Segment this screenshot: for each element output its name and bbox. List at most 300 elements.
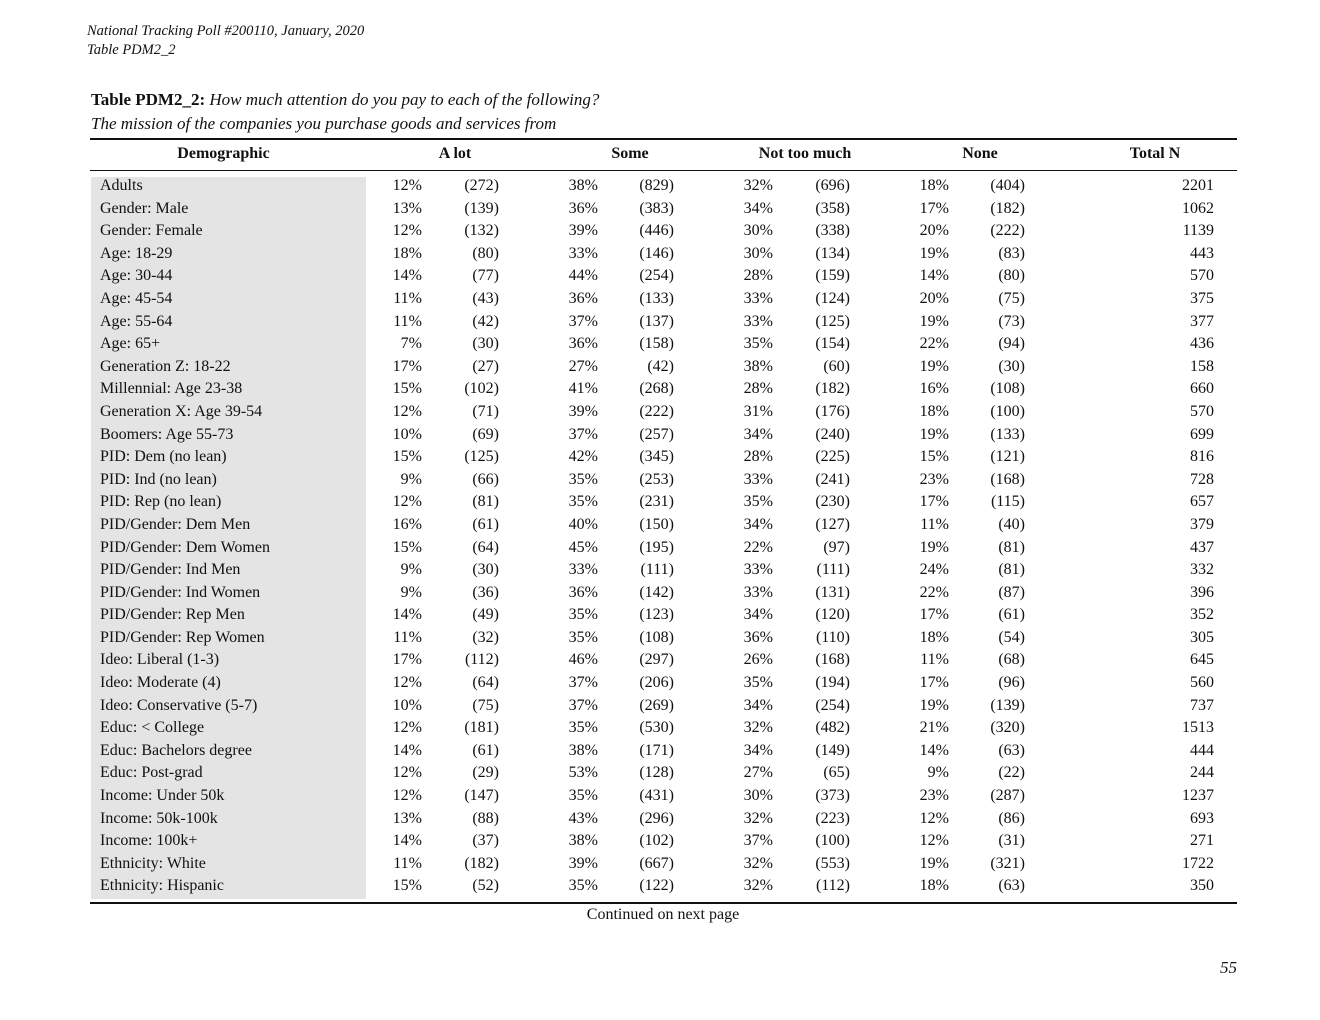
cell-not-too-much-pct: 32% xyxy=(743,177,773,194)
cell-some-pct: 36% xyxy=(568,289,598,307)
cell-none-pct: 23% xyxy=(919,470,949,488)
cell-not-too-much-pct: 30% xyxy=(743,244,773,262)
column-header-demographic: Demographic xyxy=(177,145,270,162)
table-row xyxy=(0,378,1320,401)
row-label: Educ: < College xyxy=(100,719,205,737)
cell-a-lot-n: (61) xyxy=(472,515,499,533)
cell-a-lot-n: (43) xyxy=(472,289,499,307)
column-header-a-lot: A lot xyxy=(438,145,472,162)
row-label: Income: 100k+ xyxy=(100,832,198,850)
cell-some-n: (667) xyxy=(639,854,674,872)
cell-some-n: (146) xyxy=(639,244,674,262)
table-row xyxy=(0,604,1320,627)
table-row xyxy=(0,762,1320,785)
cell-some-n: (383) xyxy=(639,199,674,217)
cell-a-lot-pct: 12% xyxy=(392,493,422,511)
cell-none-pct: 18% xyxy=(919,177,949,194)
cell-some-pct: 39% xyxy=(568,854,598,872)
cell-not-too-much-pct: 35% xyxy=(743,493,773,511)
cell-a-lot-n: (42) xyxy=(472,312,499,330)
cell-none-pct: 15% xyxy=(919,448,949,466)
cell-total-n: 2201 xyxy=(1182,177,1214,194)
cell-some-pct: 37% xyxy=(568,696,598,714)
row-label: Generation X: Age 39-54 xyxy=(100,402,263,420)
cell-not-too-much-pct: 30% xyxy=(743,787,773,805)
cell-some-pct: 36% xyxy=(568,199,598,217)
cell-a-lot-n: (27) xyxy=(472,357,499,375)
table-row xyxy=(0,514,1320,537)
cell-a-lot-pct: 15% xyxy=(392,877,422,895)
cell-none-n: (287) xyxy=(990,787,1025,805)
cell-some-pct: 36% xyxy=(568,335,598,353)
cell-a-lot-pct: 17% xyxy=(392,357,422,375)
row-label: Ideo: Conservative (5-7) xyxy=(100,696,258,714)
cell-none-pct: 23% xyxy=(919,787,949,805)
row-label: Age: 65+ xyxy=(100,335,161,353)
cell-none-n: (22) xyxy=(998,764,1025,782)
cell-none-pct: 19% xyxy=(919,696,949,714)
cell-a-lot-n: (61) xyxy=(472,741,499,759)
cell-not-too-much-pct: 38% xyxy=(743,357,773,375)
cell-none-n: (321) xyxy=(990,854,1025,872)
row-label: PID/Gender: Rep Men xyxy=(100,606,245,624)
row-label: Generation Z: 18-22 xyxy=(100,357,231,375)
cell-some-n: (296) xyxy=(639,809,674,827)
cell-a-lot-pct: 17% xyxy=(392,651,422,669)
cell-a-lot-n: (30) xyxy=(472,335,499,353)
cell-some-n: (269) xyxy=(639,696,674,714)
cell-none-n: (63) xyxy=(998,741,1025,759)
cell-a-lot-pct: 14% xyxy=(392,741,422,759)
cell-not-too-much-pct: 34% xyxy=(743,741,773,759)
cell-a-lot-pct: 12% xyxy=(392,719,422,737)
cell-not-too-much-n: (553) xyxy=(815,854,850,872)
cell-none-n: (320) xyxy=(990,719,1025,737)
cell-not-too-much-pct: 34% xyxy=(743,425,773,443)
cell-a-lot-n: (139) xyxy=(464,199,499,217)
cell-none-n: (31) xyxy=(998,832,1025,850)
cell-a-lot-n: (69) xyxy=(472,425,499,443)
cell-none-pct: 22% xyxy=(919,335,949,353)
cell-some-pct: 35% xyxy=(568,470,598,488)
cell-none-n: (121) xyxy=(990,448,1025,466)
table-row xyxy=(0,333,1320,356)
cell-total-n: 660 xyxy=(1190,380,1214,398)
cell-not-too-much-pct: 37% xyxy=(743,832,773,850)
row-label: PID/Gender: Rep Women xyxy=(100,628,265,646)
cell-total-n: 305 xyxy=(1190,628,1214,646)
row-label: Ethnicity: White xyxy=(100,854,206,872)
cell-total-n: 443 xyxy=(1190,244,1214,262)
table-row xyxy=(0,717,1320,740)
cell-none-pct: 14% xyxy=(919,741,949,759)
cell-total-n: 158 xyxy=(1190,357,1214,375)
cell-not-too-much-n: (65) xyxy=(823,764,850,782)
cell-not-too-much-n: (254) xyxy=(815,696,850,714)
row-label: Ethnicity: Hispanic xyxy=(100,877,224,895)
table-row xyxy=(0,491,1320,514)
cell-some-n: (42) xyxy=(647,357,674,375)
table-row xyxy=(0,265,1320,288)
cell-not-too-much-n: (131) xyxy=(815,583,850,601)
cell-total-n: 377 xyxy=(1190,312,1214,330)
cell-none-pct: 14% xyxy=(919,267,949,285)
table-row xyxy=(0,446,1320,469)
cell-none-n: (168) xyxy=(990,470,1025,488)
cell-a-lot-n: (36) xyxy=(472,583,499,601)
cell-some-n: (108) xyxy=(639,628,674,646)
cell-a-lot-pct: 12% xyxy=(392,787,422,805)
cell-none-n: (100) xyxy=(990,402,1025,420)
cell-none-n: (83) xyxy=(998,244,1025,262)
cell-total-n: 1062 xyxy=(1182,199,1214,217)
cell-total-n: 1513 xyxy=(1182,719,1214,737)
cell-some-pct: 38% xyxy=(568,177,598,194)
table-row xyxy=(0,830,1320,853)
row-label: PID: Dem (no lean) xyxy=(100,448,227,466)
cell-none-pct: 12% xyxy=(919,832,949,850)
row-label: PID/Gender: Ind Women xyxy=(100,583,261,601)
cell-some-n: (111) xyxy=(640,561,674,579)
row-label: Age: 45-54 xyxy=(100,289,173,307)
cell-total-n: 728 xyxy=(1190,470,1214,488)
cell-some-pct: 46% xyxy=(568,651,598,669)
cell-not-too-much-pct: 28% xyxy=(743,267,773,285)
cell-a-lot-pct: 7% xyxy=(400,335,422,353)
cell-a-lot-pct: 9% xyxy=(400,561,422,579)
cell-a-lot-pct: 12% xyxy=(392,674,422,692)
cell-not-too-much-n: (100) xyxy=(815,832,850,850)
cell-a-lot-pct: 15% xyxy=(392,380,422,398)
cell-not-too-much-n: (110) xyxy=(815,628,850,646)
row-label: PID/Gender: Dem Women xyxy=(100,538,270,556)
cell-a-lot-n: (49) xyxy=(472,606,499,624)
cell-not-too-much-n: (60) xyxy=(823,357,850,375)
cell-a-lot-pct: 16% xyxy=(392,515,422,533)
cell-none-pct: 18% xyxy=(919,402,949,420)
cell-not-too-much-pct: 36% xyxy=(743,628,773,646)
table-row xyxy=(0,469,1320,492)
table-row xyxy=(0,537,1320,560)
cell-some-pct: 33% xyxy=(568,244,598,262)
table-row xyxy=(0,582,1320,605)
cell-some-pct: 33% xyxy=(568,561,598,579)
table-header-rule xyxy=(90,170,1237,171)
table-row xyxy=(0,785,1320,808)
cell-some-pct: 35% xyxy=(568,493,598,511)
cell-some-pct: 44% xyxy=(568,267,598,285)
cell-a-lot-n: (181) xyxy=(464,719,499,737)
cell-not-too-much-pct: 22% xyxy=(743,538,773,556)
cell-none-n: (404) xyxy=(990,177,1025,194)
cell-total-n: 332 xyxy=(1190,561,1214,579)
cell-a-lot-n: (32) xyxy=(472,628,499,646)
cell-none-pct: 22% xyxy=(919,583,949,601)
cell-a-lot-pct: 13% xyxy=(392,809,422,827)
cell-not-too-much-pct: 34% xyxy=(743,696,773,714)
cell-not-too-much-pct: 26% xyxy=(743,651,773,669)
cell-total-n: 570 xyxy=(1190,267,1214,285)
cell-a-lot-n: (64) xyxy=(472,538,499,556)
cell-a-lot-n: (29) xyxy=(472,764,499,782)
cell-not-too-much-pct: 28% xyxy=(743,448,773,466)
cell-some-n: (206) xyxy=(639,674,674,692)
cell-none-pct: 17% xyxy=(919,606,949,624)
caption-line-1 xyxy=(91,88,599,112)
table-row xyxy=(0,198,1320,221)
cell-a-lot-pct: 11% xyxy=(393,628,422,646)
cell-a-lot-n: (272) xyxy=(464,177,499,194)
cell-not-too-much-pct: 27% xyxy=(743,764,773,782)
table-row xyxy=(0,875,1320,898)
table-caption xyxy=(91,88,599,136)
cell-a-lot-pct: 14% xyxy=(392,606,422,624)
cell-not-too-much-pct: 33% xyxy=(743,289,773,307)
cell-not-too-much-pct: 32% xyxy=(743,877,773,895)
cell-none-pct: 18% xyxy=(919,877,949,895)
cell-none-n: (68) xyxy=(998,651,1025,669)
cell-none-n: (108) xyxy=(990,380,1025,398)
cell-none-pct: 17% xyxy=(919,674,949,692)
cell-a-lot-n: (77) xyxy=(472,267,499,285)
cell-a-lot-n: (102) xyxy=(464,380,499,398)
row-label: Ideo: Moderate (4) xyxy=(100,674,221,692)
cell-a-lot-n: (71) xyxy=(472,402,499,420)
cell-not-too-much-pct: 32% xyxy=(743,854,773,872)
cell-not-too-much-pct: 34% xyxy=(743,606,773,624)
cell-not-too-much-n: (124) xyxy=(815,289,850,307)
cell-none-n: (73) xyxy=(998,312,1025,330)
row-label: Educ: Bachelors degree xyxy=(100,741,252,759)
table-row xyxy=(0,311,1320,334)
cell-not-too-much-pct: 33% xyxy=(743,470,773,488)
cell-not-too-much-n: (230) xyxy=(815,493,850,511)
row-label: Gender: Male xyxy=(100,199,189,217)
cell-none-pct: 11% xyxy=(920,515,949,533)
column-header-total-n: Total N xyxy=(1129,145,1181,162)
cell-some-pct: 35% xyxy=(568,719,598,737)
row-label: Gender: Female xyxy=(100,222,203,240)
cell-a-lot-pct: 10% xyxy=(392,425,422,443)
table-row xyxy=(0,424,1320,447)
cell-a-lot-pct: 9% xyxy=(400,583,422,601)
row-label: Age: 55-64 xyxy=(100,312,173,330)
cell-a-lot-n: (64) xyxy=(472,674,499,692)
cell-total-n: 816 xyxy=(1190,448,1214,466)
cell-none-n: (222) xyxy=(990,222,1025,240)
cell-not-too-much-pct: 31% xyxy=(743,402,773,420)
cell-total-n: 444 xyxy=(1190,741,1214,759)
row-label: Boomers: Age 55-73 xyxy=(100,425,234,443)
cell-not-too-much-n: (134) xyxy=(815,244,850,262)
cell-a-lot-pct: 11% xyxy=(393,312,422,330)
continued-note: Continued on next page xyxy=(586,906,740,923)
cell-a-lot-pct: 9% xyxy=(400,470,422,488)
cell-some-pct: 39% xyxy=(568,222,598,240)
cell-none-pct: 20% xyxy=(919,222,949,240)
cell-some-n: (195) xyxy=(639,538,674,556)
cell-not-too-much-n: (159) xyxy=(815,267,850,285)
cell-some-pct: 37% xyxy=(568,312,598,330)
cell-some-pct: 40% xyxy=(568,515,598,533)
cell-not-too-much-n: (223) xyxy=(815,809,850,827)
row-label: PID/Gender: Dem Men xyxy=(100,515,251,533)
column-header-none: None xyxy=(962,145,998,162)
cell-total-n: 699 xyxy=(1190,425,1214,443)
table-row xyxy=(0,559,1320,582)
cell-a-lot-pct: 18% xyxy=(392,244,422,262)
row-label: PID/Gender: Ind Men xyxy=(100,561,241,579)
cell-total-n: 645 xyxy=(1190,651,1214,669)
cell-some-n: (345) xyxy=(639,448,674,466)
cell-total-n: 737 xyxy=(1190,696,1214,714)
running-header-table-id: Table PDM2_2 xyxy=(87,42,176,58)
cell-a-lot-n: (66) xyxy=(472,470,499,488)
cell-a-lot-n: (88) xyxy=(472,809,499,827)
cell-none-n: (75) xyxy=(998,289,1025,307)
cell-a-lot-n: (147) xyxy=(464,787,499,805)
cell-total-n: 271 xyxy=(1190,832,1214,850)
caption-subject: The mission of the companies you purchase goods and services from xyxy=(91,114,557,133)
cell-total-n: 1722 xyxy=(1182,854,1214,872)
table-row xyxy=(0,220,1320,243)
cell-total-n: 560 xyxy=(1190,674,1214,692)
cell-none-pct: 19% xyxy=(919,312,949,330)
cell-none-pct: 11% xyxy=(920,651,949,669)
row-label: Age: 18-29 xyxy=(100,244,173,262)
cell-none-pct: 9% xyxy=(927,764,949,782)
cell-none-pct: 24% xyxy=(919,561,949,579)
cell-some-pct: 37% xyxy=(568,425,598,443)
cell-some-n: (222) xyxy=(639,402,674,420)
cell-not-too-much-n: (696) xyxy=(815,177,850,194)
cell-none-pct: 19% xyxy=(919,244,949,262)
cell-not-too-much-pct: 32% xyxy=(743,719,773,737)
cell-some-n: (431) xyxy=(639,787,674,805)
row-label: Ideo: Liberal (1-3) xyxy=(100,651,220,669)
cell-a-lot-n: (30) xyxy=(472,561,499,579)
cell-not-too-much-n: (125) xyxy=(815,312,850,330)
cell-some-n: (158) xyxy=(639,335,674,353)
cell-not-too-much-pct: 34% xyxy=(743,515,773,533)
cell-none-n: (182) xyxy=(990,199,1025,217)
cell-none-pct: 19% xyxy=(919,425,949,443)
cell-none-n: (115) xyxy=(990,493,1025,511)
cell-not-too-much-n: (149) xyxy=(815,741,850,759)
cell-not-too-much-n: (120) xyxy=(815,606,850,624)
cell-a-lot-pct: 11% xyxy=(393,289,422,307)
cell-some-pct: 35% xyxy=(568,787,598,805)
cell-not-too-much-pct: 35% xyxy=(743,674,773,692)
cell-not-too-much-n: (97) xyxy=(823,538,850,556)
row-label: Income: Under 50k xyxy=(100,787,225,805)
cell-some-pct: 36% xyxy=(568,583,598,601)
cell-total-n: 396 xyxy=(1190,583,1214,601)
row-label: Millennial: Age 23-38 xyxy=(100,380,243,398)
cell-a-lot-pct: 14% xyxy=(392,832,422,850)
cell-not-too-much-n: (338) xyxy=(815,222,850,240)
cell-some-pct: 39% xyxy=(568,402,598,420)
cell-some-n: (133) xyxy=(639,289,674,307)
cell-not-too-much-n: (127) xyxy=(815,515,850,533)
cell-not-too-much-pct: 33% xyxy=(743,312,773,330)
cell-not-too-much-pct: 30% xyxy=(743,222,773,240)
cell-a-lot-n: (80) xyxy=(472,244,499,262)
table-row xyxy=(0,672,1320,695)
cell-a-lot-pct: 14% xyxy=(392,267,422,285)
cell-a-lot-pct: 15% xyxy=(392,448,422,466)
cell-some-n: (253) xyxy=(639,470,674,488)
caption-table-label: Table PDM2_2: xyxy=(91,90,206,109)
cell-a-lot-pct: 15% xyxy=(392,538,422,556)
cell-some-n: (268) xyxy=(639,380,674,398)
row-label: PID: Ind (no lean) xyxy=(100,470,217,488)
cell-not-too-much-n: (373) xyxy=(815,787,850,805)
cell-some-pct: 53% xyxy=(568,764,598,782)
cell-not-too-much-pct: 35% xyxy=(743,335,773,353)
table-row xyxy=(0,401,1320,424)
table-row xyxy=(0,853,1320,876)
cell-a-lot-pct: 10% xyxy=(392,696,422,714)
cell-none-n: (54) xyxy=(998,628,1025,646)
cell-not-too-much-n: (482) xyxy=(815,719,850,737)
cell-some-pct: 35% xyxy=(568,877,598,895)
cell-none-pct: 19% xyxy=(919,538,949,556)
cell-none-pct: 18% xyxy=(919,628,949,646)
cell-a-lot-n: (75) xyxy=(472,696,499,714)
page-number: 55 xyxy=(1220,958,1237,977)
cell-none-n: (80) xyxy=(998,267,1025,285)
cell-some-n: (171) xyxy=(639,741,674,759)
table-row xyxy=(0,288,1320,311)
row-label: Adults xyxy=(100,177,143,194)
cell-some-n: (137) xyxy=(639,312,674,330)
cell-not-too-much-pct: 34% xyxy=(743,199,773,217)
cell-total-n: 375 xyxy=(1190,289,1214,307)
cell-not-too-much-n: (112) xyxy=(815,877,850,895)
cell-total-n: 693 xyxy=(1190,809,1214,827)
cell-none-pct: 20% xyxy=(919,289,949,307)
cell-not-too-much-pct: 33% xyxy=(743,583,773,601)
cell-some-pct: 27% xyxy=(568,357,598,375)
cell-some-pct: 43% xyxy=(568,809,598,827)
cell-not-too-much-n: (241) xyxy=(815,470,850,488)
cell-some-n: (150) xyxy=(639,515,674,533)
cell-some-n: (128) xyxy=(639,764,674,782)
cell-none-n: (63) xyxy=(998,877,1025,895)
cell-total-n: 244 xyxy=(1190,764,1214,782)
cell-total-n: 436 xyxy=(1190,335,1214,353)
cell-none-n: (96) xyxy=(998,674,1025,692)
cell-total-n: 379 xyxy=(1190,515,1214,533)
cell-a-lot-n: (37) xyxy=(472,832,499,850)
cell-not-too-much-n: (182) xyxy=(815,380,850,398)
cell-none-n: (40) xyxy=(998,515,1025,533)
cell-some-n: (123) xyxy=(639,606,674,624)
cell-none-n: (139) xyxy=(990,696,1025,714)
cell-a-lot-pct: 13% xyxy=(392,199,422,217)
cell-none-pct: 21% xyxy=(919,719,949,737)
cell-a-lot-n: (182) xyxy=(464,854,499,872)
table-top-rule xyxy=(90,138,1237,140)
cell-none-n: (61) xyxy=(998,606,1025,624)
cell-some-n: (231) xyxy=(639,493,674,511)
running-header-title: National Tracking Poll #200110, January, 2020 xyxy=(87,23,365,39)
cell-none-n: (30) xyxy=(998,357,1025,375)
cell-some-pct: 37% xyxy=(568,674,598,692)
cell-some-n: (829) xyxy=(639,177,674,194)
cell-none-n: (87) xyxy=(998,583,1025,601)
